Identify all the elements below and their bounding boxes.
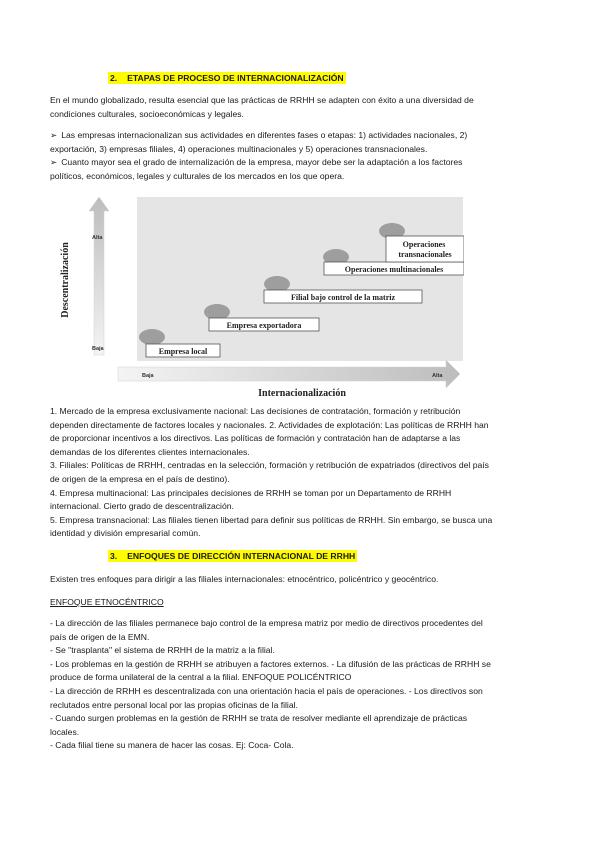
description-line: 1. Mercado de la empresa exclusivamente nacional: Las decisiones de contratación, formación y retribución [50, 406, 461, 416]
stage-label: Filial bajo control de la matriz [290, 293, 396, 302]
etno-heading-block [50, 596, 570, 610]
description-line: de proporcionar incentivos a los directivos. Las políticas de formación y contratación han de adaptarse a las [50, 433, 461, 444]
bullet-item: ➢ Cuanto mayor sea el grado de internalización de la empresa, mayor debe ser la adaptación a los factores [50, 156, 570, 170]
bullet-list [50, 129, 570, 183]
description-line: 3. Filiales: Políticas de RRHH, centradas en la selección, formación y retribución de expatriados (directivos del país [50, 460, 489, 471]
description-line: identidad y división empresarial común. [50, 528, 201, 539]
stage-label [398, 240, 451, 259]
diagram-background [137, 197, 463, 361]
etno-heading: ENFOQUE ETNOCÉNTRICO [50, 597, 164, 607]
detail-line: - La dirección de RRHH es descentralizada con una orientación hacia el país de operaciones. - Los directivos son [50, 685, 483, 696]
bullet-item-continued: exportación, 3) empresas filiales, 4) operaciones multinacionales y 5) operaciones transnacionales. [50, 143, 428, 154]
detail-line: país de origen de la EMN. [50, 631, 150, 642]
stage-label: Operaciones multinacionales [344, 265, 444, 274]
detail-line: - Cada filial tiene su manera de hacer las cosas. Ej: Coca- Cola. [50, 740, 294, 751]
detail-line: - Los problemas en la gestión de RRHH se atribuyen a factores externos. - La difusión de las prácticas de RRHH se [50, 658, 491, 669]
internationalization-diagram [52, 197, 464, 397]
x-axis-label: Internacionalización [258, 388, 346, 397]
section-3-title: ENFOQUES DE DIRECCIÓN INTERNACIONAL DE RRHH [127, 551, 356, 561]
intro-line: condiciones culturales, socioeconómicas y legales. [50, 108, 244, 119]
section-3-number: 3. [110, 551, 118, 561]
vertical-arrow [89, 197, 109, 355]
enfoques-details [50, 617, 570, 753]
detail-line: - Cuando surgen problemas en la gestión de RRHH se trata de resolver mediante ell aprendizaje de prácticas [50, 713, 468, 724]
intro-paragraph [50, 94, 570, 121]
intro-line: En el mundo globalizado, resulta esencial que las prácticas de RRHH se adapten con éxito a una diversidad de [50, 95, 474, 105]
section-2-title: ETAPAS DE PROCESO DE INTERNACIONALIZACIÓN [127, 73, 344, 83]
stage-label-line: transnacionales [398, 250, 452, 259]
stage-descriptions [50, 405, 570, 541]
description-line: 4. Empresa multinacional: Las principales decisiones de RRHH se toman por un Departamento de RRHH [50, 487, 452, 498]
stage-label: Empresa exportadora [226, 321, 302, 330]
x-low-label: Baja [142, 373, 154, 379]
enfoques-intro [50, 573, 570, 587]
y-low-label: Baja [92, 346, 104, 352]
description-line: internacional. Cierto grado de descentralización. [50, 501, 234, 512]
bullet-item-continued: políticos, económicos, legales y culturales de los mercados en los que opera. [50, 170, 345, 181]
detail-line: produce de forma unilateral de la central a la filial. ENFOQUE POLICÉNTRICO [50, 672, 352, 683]
description-line: de origen de la empresa en el país de destino). [50, 473, 230, 484]
x-high-label: Alta [432, 373, 443, 379]
section-3-heading [108, 550, 357, 562]
detail-line: locales. [50, 726, 80, 737]
enfoques-intro-text: Existen tres enfoques para dirigir a las filiales internacionales: etnocéntrico, policéntrico y geocéntrico. [50, 574, 439, 584]
section-2-heading [108, 72, 346, 84]
description-line: dependen directamente de factores locales y nacionales. 2. Actividades de explotación: Las políticas de RRHH han [50, 419, 489, 430]
detail-line: - La dirección de las filiales permanece bajo control de la empresa matriz por medio de directivos procedentes del [50, 618, 483, 628]
horizontal-arrow [118, 360, 460, 388]
stage-marker [139, 329, 165, 345]
stage-label-line: Operaciones [402, 240, 446, 249]
bullet-item: ➢ Las empresas internacionalizan sus actividades en diferentes fases o etapas: 1) actividades nacionales, 2) [50, 129, 570, 143]
stage-label: Empresa local [158, 347, 208, 356]
description-line: demandas de los diferentes clientes internacionales. [50, 446, 250, 457]
y-axis-label: Descentralización [60, 242, 71, 318]
detail-line: - Se "trasplanta" el sistema de RRHH de la matriz a la filial. [50, 645, 275, 656]
detail-line: reclutados entre personal local por las propias oficinas de la filial. [50, 699, 298, 710]
description-line: 5. Empresa transnacional: Las filiales tienen libertad para definir sus políticas de RRHH. Sin embargo, se busca una [50, 514, 493, 525]
diagram-svg [52, 197, 464, 397]
section-2-number: 2. [110, 73, 118, 83]
y-high-label: Alta [92, 235, 103, 241]
